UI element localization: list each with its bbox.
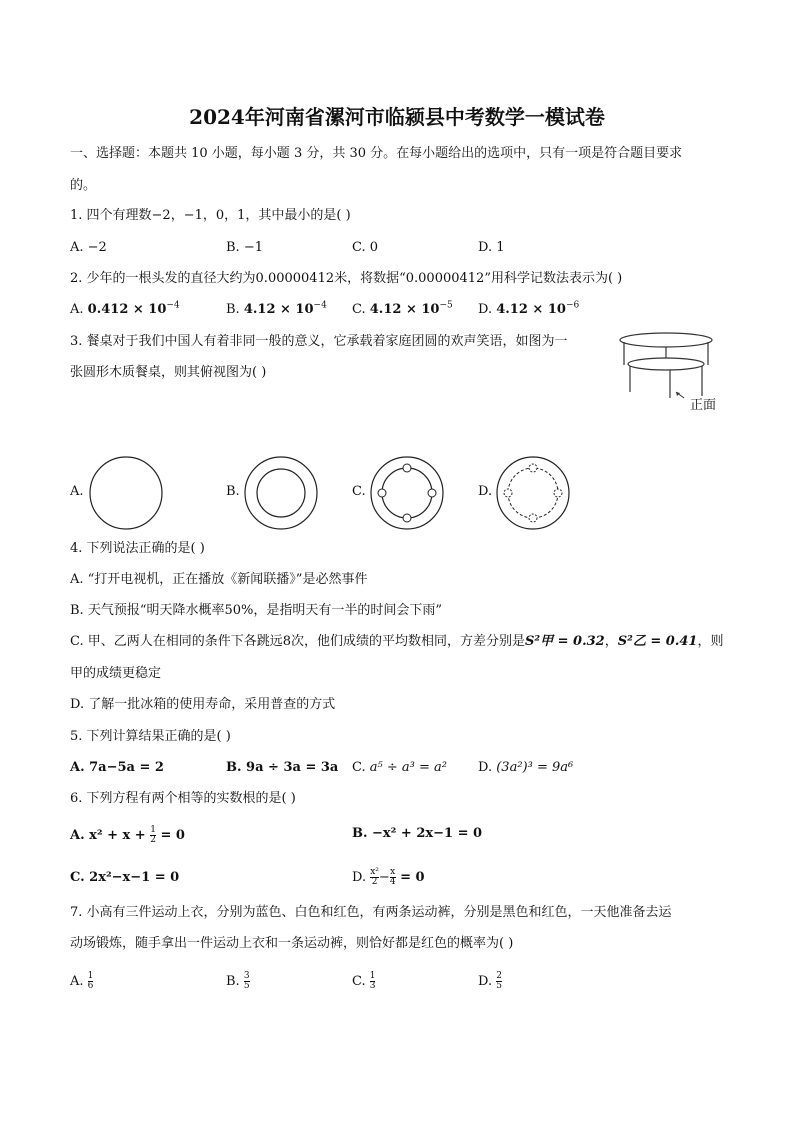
- q5-stem: 5. 下列计算结果正确的是( ): [70, 729, 231, 744]
- q2-option-d: D. $4.12 \times 10^{-6}$: [478, 300, 580, 317]
- q3-option-b-figure: [243, 455, 319, 531]
- q4-option-a: A. “打开电视机，正在播放《新闻联播》”是必然事件: [70, 572, 368, 587]
- q6-stem: 6. 下列方程有两个相等的实数根的是( ): [70, 791, 296, 806]
- q3-option-c-figure: [369, 455, 445, 531]
- q6-option-a: A. x² + x + $\frac{1}{2}$ = 0: [70, 825, 185, 845]
- q7-stem-line1: 7. 小高有三件运动上衣，分别为蓝色、白色和红色，有两条运动裤，分别是黑色和红色，一天他准备去运: [70, 905, 672, 920]
- q7-option-b: B. $\frac{3}{5}$: [226, 971, 250, 991]
- page-title: 2024年河南省漯河市临颍县中考数学一模试卷: [189, 105, 605, 129]
- q2-option-b: B. $4.12 \times 10^{-4}$: [226, 300, 327, 317]
- q3-stem-line1: 3. 餐桌对于我们中国人有着非同一般的意义，它承载着家庭团圆的欢声笑语，如图为一: [70, 334, 568, 349]
- q3-option-c-label: C.: [352, 484, 366, 499]
- front-view-label: 正面: [690, 398, 717, 413]
- q3-option-d-figure: [495, 455, 571, 531]
- q3-option-d-label: D.: [478, 484, 493, 499]
- q6-option-d: D. $\frac{\text{x²}}{2}$ − $\frac{x}{4}$ = 0: [352, 867, 425, 887]
- q4-option-b: B. 天气预报“明天降水概率50%，是指明天有一半的时间会下雨”: [70, 603, 443, 618]
- q3-option-a-label: A.: [70, 484, 84, 499]
- q2-stem: 2. 少年的一根头发的直径大约为0.00000412米，将数据“0.00000412”用科学记数法表示为( ): [70, 271, 623, 286]
- q5-option-d: D. (3a²)³ = 9a⁶: [478, 760, 574, 775]
- q6-option-c: C. 2x²−x−1 = 0: [70, 870, 180, 885]
- q7-option-c: C. $\frac{1}{3}$: [352, 971, 376, 991]
- q4-option-c: C. 甲、乙两人在相同的条件下各跳远8次，他们成绩的平均数相同，方差分别是S²甲 = 0.32，S²乙 = 0.41，则: [70, 634, 724, 649]
- q4-option-c-cont: 甲的成绩更稳定: [70, 666, 162, 681]
- q1-option-d: D. 1: [478, 240, 505, 255]
- q7-option-d: D. $\frac{2}{5}$: [478, 971, 502, 991]
- q1-option-a: A. −2: [70, 240, 107, 255]
- q5-option-a: A. 7a−5a = 2: [70, 760, 164, 775]
- section-heading-cont: 的。: [70, 178, 97, 193]
- q1-option-b: B. −1: [226, 240, 263, 255]
- section-heading: 一、选择题：本题共 10 小题，每小题 3 分，共 30 分。在每小题给出的选项中，只有一项是符合题目要求: [70, 146, 683, 161]
- q2-option-a: A. $0.412 \times 10^{-4}$: [70, 300, 180, 317]
- q7-stem-line2: 动场锻炼，随手拿出一件运动上衣和一条运动裤，则恰好都是红色的概率为( ): [70, 936, 514, 951]
- q1-option-c: C. 0: [352, 240, 379, 255]
- q4-stem: 4. 下列说法正确的是( ): [70, 541, 205, 556]
- q3-stem-line2: 张圆形木质餐桌，则其俯视图为( ): [70, 365, 267, 380]
- q3-option-b-label: B.: [226, 484, 240, 499]
- q7-option-a: A. $\frac{1}{6}$: [70, 971, 94, 991]
- q2-option-c: C. $4.12 \times 10^{-5}$: [352, 300, 453, 317]
- q6-option-b: B. −x² + 2x−1 = 0: [352, 826, 483, 841]
- q1-stem: 1. 四个有理数−2，−1，0，1，其中最小的是( ): [70, 208, 351, 223]
- q5-option-c: C. a⁵ ÷ a³ = a²: [352, 760, 447, 775]
- q3-option-a-figure: [88, 455, 164, 531]
- q5-option-b: B. 9a ÷ 3a = 3a: [226, 760, 339, 775]
- q4-option-d: D. 了解一批冰箱的使用寿命，采用普查的方式: [70, 697, 336, 712]
